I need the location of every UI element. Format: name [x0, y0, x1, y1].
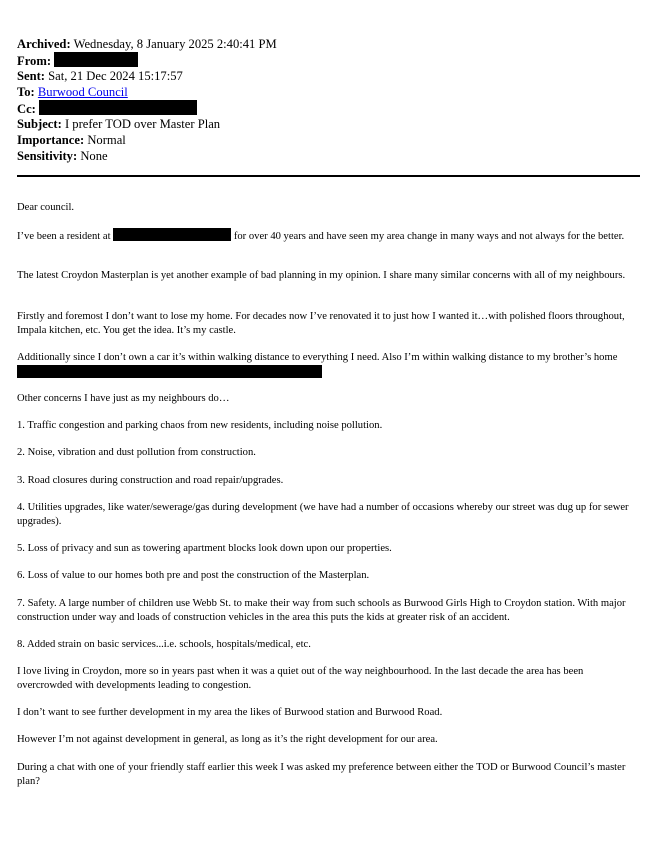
paragraph-no-development: I don’t want to see further development in my area the likes of Burwood station and Burwood Road.	[17, 707, 443, 718]
to-label: To:	[17, 85, 35, 99]
sensitivity-label: Sensitivity:	[17, 149, 78, 163]
paragraph-other-concerns: Other concerns I have just as my neighbours do…	[17, 393, 230, 404]
concern-item: 6. Loss of value to our homes both pre and post the construction of the Masterplan.	[17, 570, 370, 581]
concern-item: 1. Traffic congestion and parking chaos from new residents, including noise pollution.	[17, 420, 383, 431]
subject-line	[17, 116, 220, 132]
paragraph-not-against: However I’m not against development in general, as long as it’s the right development for our area.	[17, 734, 438, 745]
header-divider	[17, 175, 640, 177]
paragraph-resident-start: I’ve been a resident at	[17, 231, 111, 242]
importance-label: Importance:	[17, 133, 85, 147]
importance-value: Normal	[87, 133, 126, 147]
sent-label: Sent:	[17, 69, 45, 83]
subject-label: Subject:	[17, 117, 62, 131]
paragraph-walking	[17, 351, 637, 381]
concern-item: 7. Safety. A large number of children use Webb St. to make their way from such schools as Burwood Girls High to Croydon station. With major construction under way and loads of construction vehicles in the area this puts the kids at greater risk of an accident.	[17, 598, 626, 623]
concern-item: 8. Added strain on basic services...i.e. schools, hospitals/medical, etc.	[17, 639, 311, 650]
paragraph-masterplan: The latest Croydon Masterplan is yet another example of bad planning in my opinion. I share many similar concerns with all of my neighbours.	[17, 270, 626, 281]
subject-value: I prefer TOD over Master Plan	[64, 117, 221, 131]
concern-item: 2. Noise, vibration and dust pollution from construction.	[17, 447, 256, 458]
paragraph-walking-text: Additionally since I don’t own a car it’s within walking distance to everything I need. Also I’m within walking distance to my brother’s home	[17, 352, 618, 363]
concern-item: 3. Road closures during construction and road repair/upgrades.	[17, 475, 284, 486]
paragraph-resident	[17, 228, 637, 244]
concern-item: 4. Utilities upgrades, like water/sewerage/gas during development (we have had a number of occasions whereby our street was dug up for sewer upgrades).	[17, 502, 629, 527]
cc-label: Cc:	[17, 102, 36, 116]
paragraph-home: Firstly and foremost I don’t want to lose my home. For decades now I’ve renovated it to just how I wanted it…with polished floors throughout, Impala kitchen, etc. You get the idea. It’s my castle.	[17, 311, 625, 336]
cc-redaction	[39, 100, 197, 115]
concern-item: 5. Loss of privacy and sun as towering apartment blocks look down upon our properties.	[17, 543, 392, 554]
address-redaction	[113, 228, 231, 241]
paragraph-staff-chat: During a chat with one of your friendly staff earlier this week I was asked my preference between either the TOD or Burwood Council’s master plan?	[17, 762, 626, 787]
archived-line	[17, 36, 277, 52]
sent-line	[17, 68, 183, 84]
sent-value: Sat, 21 Dec 2024 15:17:57	[48, 69, 183, 83]
brother-address-redaction	[17, 365, 322, 378]
cc-line	[17, 100, 197, 117]
to-line	[17, 84, 128, 100]
to-link[interactable]: Burwood Council	[37, 85, 128, 99]
archived-label: Archived:	[17, 37, 71, 51]
sensitivity-line	[17, 148, 108, 164]
sensitivity-value: None	[80, 149, 108, 163]
from-redaction	[54, 52, 138, 67]
archived-value: Wednesday, 8 January 2025 2:40:41 PM	[73, 37, 277, 51]
greeting: Dear council.	[17, 202, 75, 213]
importance-line	[17, 132, 126, 148]
paragraph-croydon: I love living in Croydon, more so in years past when it was a quiet out of the way neighbourhood. In the last decade the area has been overcrowded with developments leading to congestion.	[17, 666, 584, 691]
from-label: From:	[17, 54, 52, 68]
from-line	[17, 52, 138, 69]
paragraph-resident-end: for over 40 years and have seen my area change in many ways and not always for the better.	[233, 231, 625, 242]
